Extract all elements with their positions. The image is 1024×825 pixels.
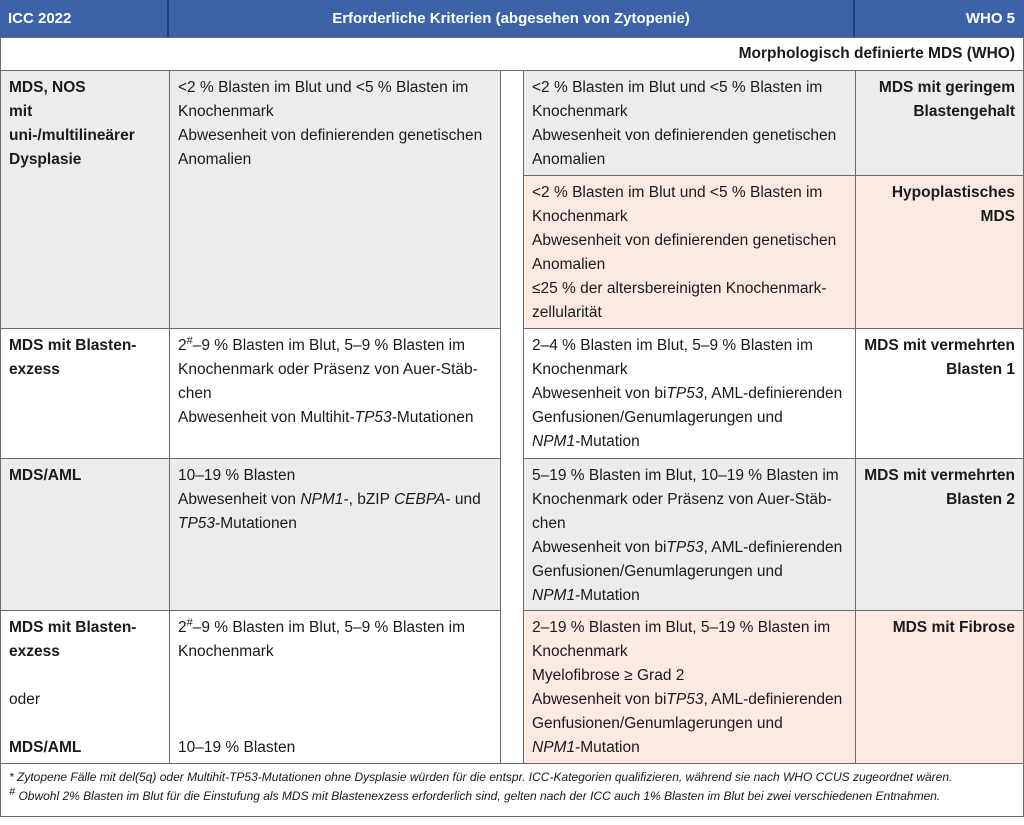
who-name-hypoplastic: Hypoplastisches MDS	[855, 175, 1024, 329]
icc-name-mds-nos: MDS, NOS mit uni-/multilineärer Dysplasie	[0, 70, 170, 329]
who-name-low-blasts: MDS mit geringem Blastengehalt	[855, 70, 1024, 176]
who-criteria-fibrosis: 2–19 % Blasten im Blut, 5–19 % Blasten im Knochenmark Myelofibrose ≥ Grad 2 Abwesenheit von biTP53, AML-definierenden Genfusionen/Genumlagerungen und NPM1-Mutation	[523, 610, 856, 764]
icc-criteria-mds-eb: 2#–9 % Blasten im Blut, 5–9 % Blasten im Knochenmark oder Präsenz von Auer-Stäb- chen Abwesenheit von Multihit-TP53-Mutationen	[169, 328, 501, 459]
subheader-morphologic-mds: Morphologisch definierte MDS (WHO)	[0, 37, 1024, 71]
header-icc: ICC 2022	[0, 0, 169, 37]
who-name-fibrosis: MDS mit Fibrose	[855, 610, 1024, 764]
icc-criteria-mds-nos: <2 % Blasten im Blut und <5 % Blasten im Knochenmark Abwesenheit von definierenden genetischen Anomalien	[169, 70, 501, 329]
oder-label: oder	[9, 691, 41, 708]
footnote-hash: # Obwohl 2% Blasten im Blut für die Einstufung als MDS mit Blastenexzess erforderlich sind, gelten nach der ICC auch 1% Blasten im Blut bei zwei verschiedenen Entnahmen.	[9, 786, 941, 803]
who-name-ib1: MDS mit vermehrten Blasten 1	[855, 328, 1024, 459]
who-criteria-ib2: 5–19 % Blasten im Blut, 10–19 % Blasten im Knochenmark oder Präsenz von Auer-Stäb- chen Abwesenheit von biTP53, AML-definierenden Genfusionen/Genumlagerungen und NPM1-Mutation	[523, 458, 856, 611]
icc-name-mds-aml: MDS/AML	[0, 458, 170, 611]
header-criteria: Erforderliche Kriterien (abgesehen von Zytopenie)	[169, 0, 855, 37]
icc-name-mds-eb: MDS mit Blasten- exzess	[0, 328, 170, 459]
header-who: WHO 5	[855, 0, 1024, 37]
footnote-star: * Zytopene Fälle mit del(5q) oder Multihit-TP53-Mutationen ohne Dysplasie würden für die entspr. ICC-Kategorien qualifizieren, während sie nach WHO CCUS zugeordnet wären.	[9, 770, 953, 784]
icc-criteria-mds-aml: 10–19 % Blasten Abwesenheit von NPM1-, bZIP CEBPA- und TP53-Mutationen	[169, 458, 501, 611]
who-criteria-hypoplastic: <2 % Blasten im Blut und <5 % Blasten im Knochenmark Abwesenheit von definierenden genetischen Anomalien ≤25 % der altersbereinigten Knochenmark- zellularität	[523, 175, 856, 329]
icc-name-fibrosis-row: MDS mit Blasten- exzess oder MDS/AML	[0, 610, 170, 764]
who-criteria-low-blasts: <2 % Blasten im Blut und <5 % Blasten im Knochenmark Abwesenheit von definierenden genetischen Anomalien	[523, 70, 856, 176]
icc-criteria-fibrosis-row: 2#–9 % Blasten im Blut, 5–9 % Blasten im Knochenmark 10–19 % Blasten	[169, 610, 501, 764]
who-criteria-ib1: 2–4 % Blasten im Blut, 5–9 % Blasten im Knochenmark Abwesenheit von biTP53, AML-definierenden Genfusionen/Genumlagerungen und NPM1-Mutation	[523, 328, 856, 459]
footnotes	[0, 763, 1024, 817]
who-name-ib2: MDS mit vermehrten Blasten 2	[855, 458, 1024, 611]
